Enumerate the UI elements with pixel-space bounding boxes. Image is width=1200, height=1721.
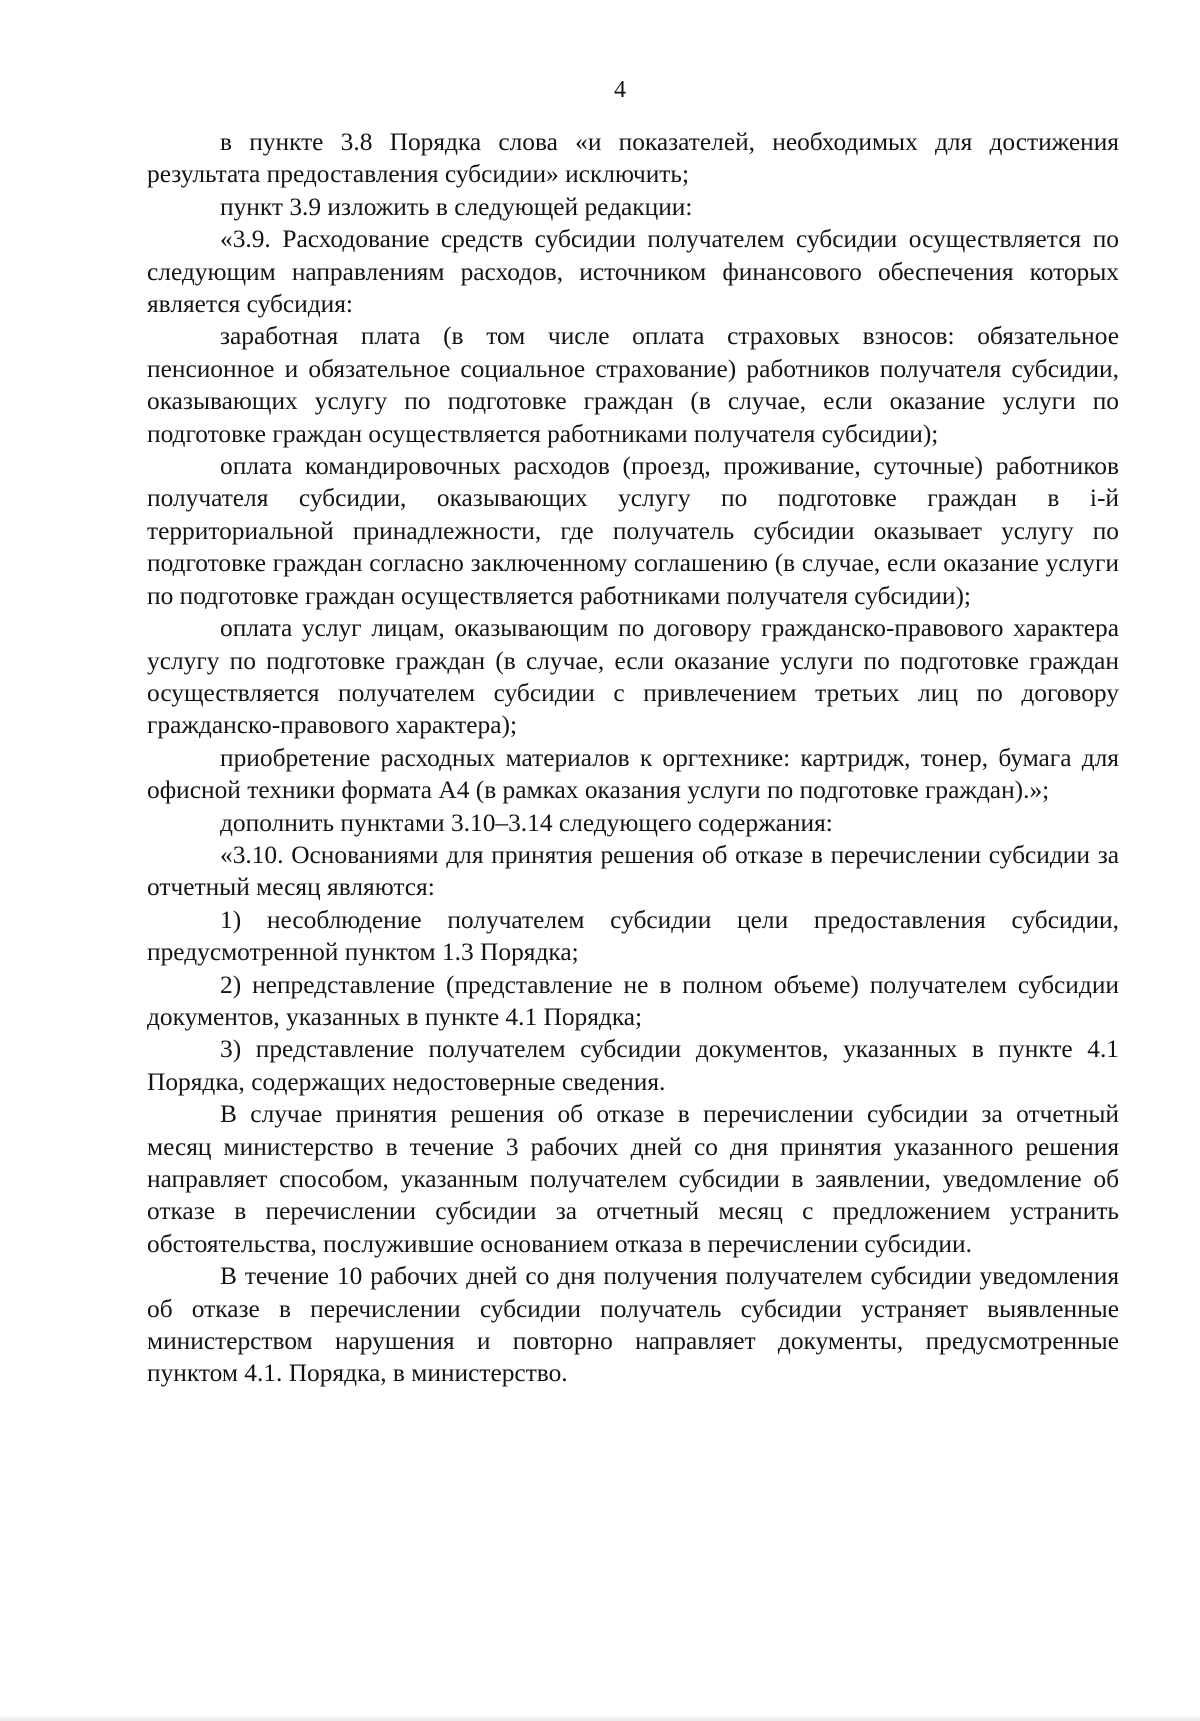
- paragraph-3-10-grounds: «3.10. Основаниями для принятия решения об отказе в перечислении субсидии за отчетный месяц являются:: [147, 840, 1119, 902]
- page-number: 4: [614, 77, 626, 103]
- list-item-1: 1) несоблюдение получателем субсидии цели предоставления субсидии, предусмотренной пунктом 1.3 Порядка;: [147, 905, 1119, 967]
- document-body: [147, 126, 1119, 1390]
- paragraph-refusal-notice: В случае принятия решения об отказе в перечислении субсидии за отчетный месяц министерство в течение 3 рабочих дней со дня принятия указанного решения направляет способом, указанным получателем субсидии в заявлении, уведомление об отказе в перечислении субсидии за отчетный месяц с предложением устранить обстоятельства, послужившие основанием отказа в перечислении субсидии.: [147, 1100, 1119, 1258]
- scan-bottom-edge: [0, 1715, 1200, 1721]
- paragraph-3-8-amendment: в пункте 3.8 Порядка слова «и показателей, необходимых для достижения результата предоставления субсидии» исключить;: [147, 128, 1119, 189]
- paragraph-salary: заработная плата (в том числе оплата страховых взносов: обязательное пенсионное и обязательное социальное страхование) работников получателя субсидии, оказывающих услугу по подготовке граждан (в случае, если оказание услуги по подготовке граждан осуществляется работниками получателя субсидии);: [147, 322, 1119, 448]
- list-item-3: 3) представление получателем субсидии документов, указанных в пункте 4.1 Порядка, содержащих недостоверные сведения.: [147, 1035, 1119, 1096]
- paragraph-3-9-text: «3.9. Расходование средств субсидии получателем субсидии осуществляется по следующим направлениям расходов, источником финансового обеспечения которых является субсидия:: [147, 225, 1119, 319]
- paragraph-3-9-intro: пункт 3.9 изложить в следующей редакции:: [220, 192, 693, 221]
- paragraph-contractor-services: оплата услуг лицам, оказывающим по договору гражданско-правового характера услугу по подготовке граждан (в случае, если оказание услуги по подготовке граждан осуществляется получателем субсидии с привлечением третьих лиц по договору гражданско-правового характера);: [147, 614, 1119, 740]
- paragraph-supplement-intro: дополнить пунктами 3.10–3.14 следующего содержания:: [220, 808, 833, 837]
- paragraph-resubmission: В течение 10 рабочих дней со дня получения получателем субсидии уведомления об отказе в перечислении субсидии получатель субсидии устраняет выявленные министерством нарушения и повторно направляет документы, предусмотренные пунктом 4.1. Порядка, в министерство.: [147, 1262, 1119, 1388]
- list-item-2: 2) непредставление (представление не в полном объеме) получателем субсидии документов, указанных в пункте 4.1 Порядка;: [147, 970, 1119, 1031]
- paragraph-office-supplies: приобретение расходных материалов к оргтехнике: картридж, тонер, бумага для офисной техники формата А4 (в рамках оказания услуги по подготовке граждан).»;: [147, 743, 1119, 805]
- paragraph-travel-expenses: оплата командировочных расходов (проезд, проживание, суточные) работников получателя субсидии, оказывающих услугу по подготовке граждан в i-й территориальной принадлежности, где получатель субсидии оказывает услугу по подготовке граждан согласно заключенному соглашению (в случае, если оказание услуги по подготовке граждан осуществляется работниками получателя субсидии);: [147, 452, 1119, 610]
